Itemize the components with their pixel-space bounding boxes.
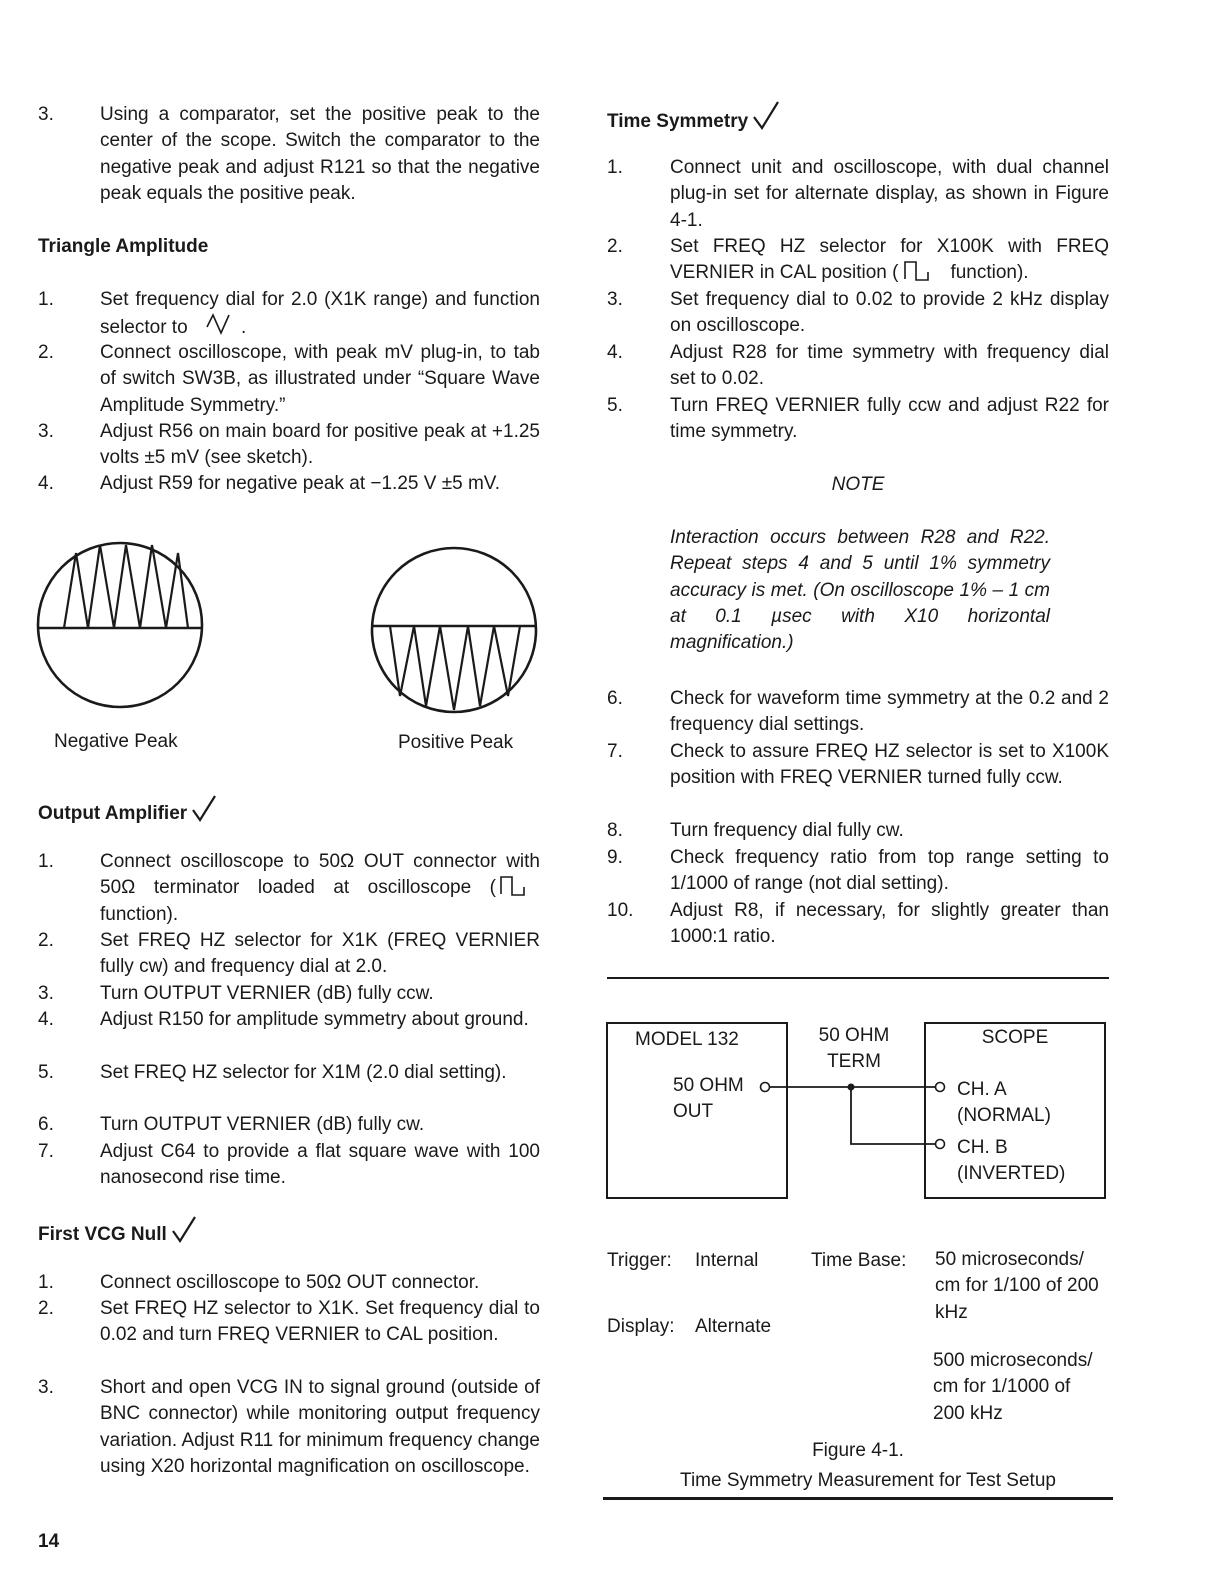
list-item	[38, 1139, 540, 1192]
list-item	[607, 155, 1109, 234]
step-text-part: Connect oscilloscope to 50Ω OUT connector with 50Ω terminator loaded at oscilloscope (	[100, 851, 540, 899]
figure-bottom-rule	[603, 1497, 1113, 1500]
list-item	[607, 234, 1109, 287]
display-value: Alternate	[695, 1316, 772, 1337]
step-text: Adjust C64 to provide a flat square wave with 100 nanosecond rise time.	[100, 1141, 540, 1189]
list-item	[38, 419, 540, 472]
step-number: 4.	[38, 1009, 54, 1030]
step-number: 3.	[607, 289, 623, 310]
list-item	[38, 1296, 540, 1349]
list-item	[607, 739, 1109, 792]
ch-a-mode: (NORMAL)	[957, 1105, 1051, 1126]
step-text: Connect oscilloscope to 50Ω OUT connector.	[100, 1272, 480, 1293]
step-text: Adjust R28 for time symmetry with frequency dial set to 0.02.	[670, 342, 1109, 390]
list-item	[38, 849, 540, 928]
step-text: Check to assure FREQ HZ selector is set to X100K position with FREQ VERNIER turned fully ccw.	[670, 741, 1109, 789]
checkmark-icon	[191, 795, 217, 823]
ch-b-label: CH. B	[957, 1137, 1008, 1158]
step-number: 5.	[607, 395, 623, 416]
list-item	[607, 393, 1109, 446]
ch-b-terminal	[936, 1140, 945, 1149]
list-item	[38, 981, 540, 1007]
step-text: Connect unit and oscilloscope, with dual channel plug-in set for alternate display, as shown in Figure 4-1.	[670, 157, 1109, 231]
step-number: 7.	[38, 1141, 54, 1162]
model-label: MODEL 132	[635, 1029, 739, 1050]
step-text	[100, 287, 540, 342]
step-number: 10.	[607, 900, 634, 921]
step-number: 1.	[38, 851, 54, 872]
step-text-part: function).	[100, 903, 179, 925]
list-item	[607, 287, 1109, 340]
timebase-value-1: 50 microseconds/ cm for 1/100 of 200 kHz	[935, 1249, 1099, 1323]
step-text: Short and open VCG IN to signal ground (outside of BNC connector) while monitoring output frequency variation. Adjust R11 for minimum frequency change using X20 horizontal magnification on oscilloscope.	[100, 1377, 540, 1477]
step-number: 1.	[607, 157, 623, 178]
list-item	[38, 1270, 540, 1296]
square-wave-icon	[500, 875, 532, 897]
heading-text: First VCG Null	[38, 1224, 167, 1245]
term-label-2: TERM	[827, 1051, 881, 1072]
step-number: 2.	[38, 930, 54, 951]
step-text-part: function).	[950, 262, 1029, 284]
step-text: Using a comparator, set the positive peak to the center of the scope. Switch the comparator to the negative peak and adjust R121 so that the negative peak equals the positive peak.	[100, 104, 540, 204]
figure-caption-title: Time Symmetry Measurement for Test Setup	[680, 1470, 1056, 1491]
list-item	[38, 1060, 540, 1086]
out-terminal	[761, 1083, 770, 1092]
ch-a-terminal	[936, 1083, 945, 1092]
step-number: 2.	[38, 342, 54, 363]
section-heading-output-amplifier	[38, 795, 217, 827]
step-number: 2.	[38, 1298, 54, 1319]
list-item	[607, 898, 1109, 951]
step-text: Turn OUTPUT VERNIER (dB) fully ccw.	[100, 983, 434, 1004]
step-number: 1.	[38, 1272, 54, 1293]
page-number: 14	[38, 1531, 60, 1552]
step-number: 6.	[38, 1114, 54, 1135]
step-number: 7.	[607, 741, 623, 762]
list-item	[607, 340, 1109, 393]
step-text: Adjust R56 on main board for positive peak at +1.25 volts ±5 mV (see sketch).	[100, 421, 540, 469]
step-number: 9.	[607, 847, 623, 868]
step-number: 3.	[38, 983, 54, 1004]
triangle-wave-icon	[207, 313, 237, 337]
step-text: Turn frequency dial fully cw.	[670, 820, 904, 841]
section-heading-triangle-amplitude: Triangle Amplitude	[38, 236, 209, 257]
figure-top-rule	[607, 977, 1109, 979]
positive-peak-label: Positive Peak	[398, 732, 514, 753]
section-heading-first-vcg-null	[38, 1216, 197, 1248]
note-title: NOTE	[831, 474, 885, 495]
list-item	[607, 686, 1109, 739]
timebase-label: Time Base:	[811, 1250, 907, 1271]
step-text: Turn FREQ VERNIER fully ccw and adjust R22 for time symmetry.	[670, 395, 1109, 443]
list-item	[607, 818, 1109, 844]
step-number: 1.	[38, 289, 54, 310]
note-text: Interaction occurs between R28 and R22. Repeat steps 4 and 5 until 1% symmetry accuracy is met. (On oscilloscope 1% – 1 cm at 0.1 µsec with X10 horizontal magnification.)	[670, 527, 1050, 654]
trigger-value: Internal	[695, 1250, 759, 1271]
step-text: Set FREQ HZ selector to X1K. Set frequency dial to 0.02 and turn FREQ VERNIER to CAL position.	[100, 1298, 540, 1346]
figure-caption-number: Figure 4-1.	[812, 1440, 904, 1461]
section-heading-time-symmetry	[607, 101, 780, 135]
step-text: Adjust R59 for negative peak at −1.25 V ±5 mV.	[100, 473, 501, 494]
ch-a-label: CH. A	[957, 1079, 1007, 1100]
timebase-value-2: 500 microseconds/ cm for 1/1000 of 200 kHz	[933, 1350, 1093, 1424]
list-item	[38, 340, 540, 419]
negative-peak-label: Negative Peak	[54, 731, 178, 752]
step-number: 3.	[38, 104, 54, 125]
step-text-part: Set frequency dial for 2.0 (X1K range) and function selector to	[100, 289, 540, 339]
list-item	[38, 928, 540, 981]
step-number: 8.	[607, 820, 623, 841]
checkmark-icon	[752, 101, 780, 131]
step-number: 3.	[38, 421, 54, 442]
trigger-label: Trigger:	[607, 1250, 672, 1271]
list-item	[38, 102, 540, 207]
step-text-part: Set FREQ HZ selector for X100K with FREQ VERNIER in CAL position (	[670, 236, 1109, 284]
square-wave-icon	[904, 260, 936, 282]
step-number: 4.	[607, 342, 623, 363]
step-text: Adjust R150 for amplitude symmetry about ground.	[100, 1009, 529, 1030]
step-text: Set frequency dial to 0.02 to provide 2 kHz display on oscilloscope.	[670, 289, 1109, 337]
step-text-part: .	[240, 317, 247, 339]
scope-label: SCOPE	[981, 1027, 1049, 1048]
list-item	[607, 845, 1109, 898]
step-number: 6.	[607, 688, 623, 709]
display-label: Display:	[607, 1316, 675, 1337]
step-number: 4.	[38, 473, 54, 494]
list-item	[38, 1112, 540, 1138]
step-text: Check for waveform time symmetry at the 0.2 and 2 frequency dial settings.	[670, 688, 1109, 736]
list-item	[38, 287, 540, 342]
heading-text: Time Symmetry	[607, 111, 749, 132]
checkmark-icon	[171, 1216, 197, 1244]
step-number: 5.	[38, 1062, 54, 1083]
out-label-2: OUT	[673, 1101, 714, 1122]
list-item	[38, 471, 540, 497]
step-number: 3.	[38, 1377, 54, 1398]
step-text: Set FREQ HZ selector for X1K (FREQ VERNIER fully cw) and frequency dial at 2.0.	[100, 930, 540, 978]
negative-peak-sketch	[36, 541, 206, 711]
step-text: Check frequency ratio from top range setting to 1/1000 of range (not dial setting).	[670, 847, 1109, 895]
list-item	[38, 1007, 540, 1033]
step-number: 2.	[607, 236, 623, 257]
step-text: Set FREQ HZ selector for X1M (2.0 dial setting).	[100, 1062, 507, 1083]
step-text: Adjust R8, if necessary, for slightly greater than 1000:1 ratio.	[670, 900, 1109, 948]
step-text: Turn OUTPUT VERNIER (dB) fully cw.	[100, 1114, 425, 1135]
step-text: Connect oscilloscope, with peak mV plug-in, to tab of switch SW3B, as illustrated under “Square Wave Amplitude Symmetry.”	[100, 342, 540, 416]
term-label-1: 50 OHM	[818, 1025, 890, 1046]
step-text	[100, 849, 540, 928]
positive-peak-sketch	[370, 546, 540, 716]
list-item	[38, 1375, 540, 1480]
step-text	[670, 234, 1109, 287]
out-label-1: 50 OHM	[673, 1075, 744, 1096]
ch-b-mode: (INVERTED)	[957, 1163, 1066, 1184]
heading-text: Output Amplifier	[38, 803, 188, 824]
